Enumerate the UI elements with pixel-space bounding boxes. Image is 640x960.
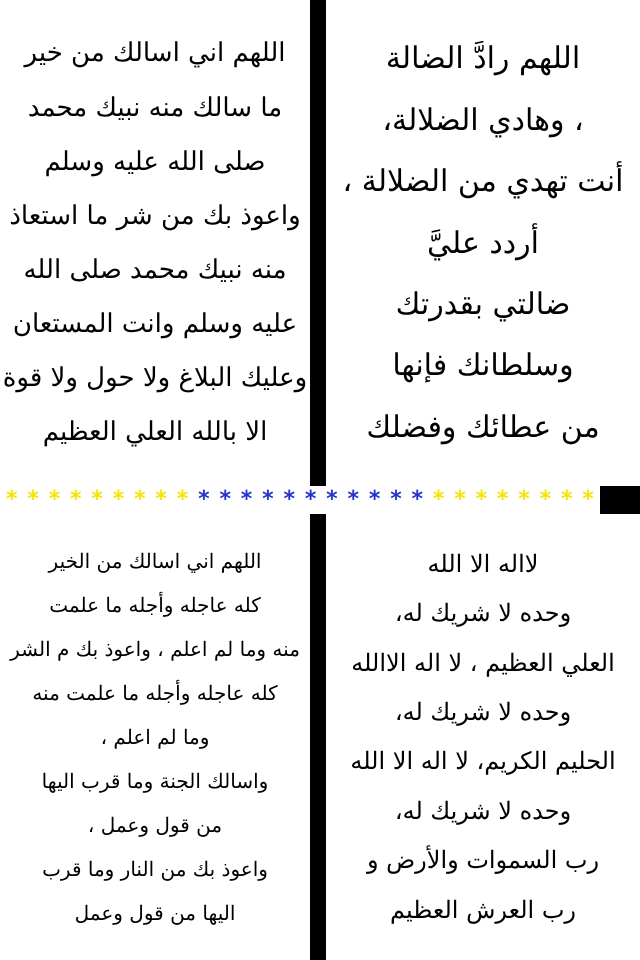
star-row	[0, 486, 600, 514]
star-divider	[0, 486, 640, 514]
text-line: ضالتي بقدرتك	[395, 286, 571, 322]
star-icon: *	[518, 487, 530, 512]
text-line: رب العرش العظيم	[390, 895, 576, 924]
text-line: اللهم اني اسالك من خير	[24, 38, 286, 69]
text-line: أردد عليَّ	[427, 225, 539, 261]
text-line: اليها من قول وعمل	[74, 901, 236, 925]
text-line: أنت تهدي من الضلالة ،	[342, 164, 624, 200]
star-icon: *	[176, 487, 189, 512]
panel-bottom-right	[326, 514, 640, 960]
star-icon: *	[475, 487, 488, 512]
text-line: وحده لا شريك له،	[394, 698, 572, 727]
text-line: العلي العظيم ، لا اله الاالله	[351, 648, 615, 677]
text-line: اللهم اني اسالك من الخير	[48, 549, 262, 573]
star-icon: *	[48, 487, 61, 512]
star-icon: *	[411, 487, 424, 512]
star-icon: *	[27, 487, 39, 512]
star-icon: *	[347, 487, 360, 512]
text-line: عليه وسلم وانت المستعان	[12, 308, 298, 339]
text-line: وعليك البلاغ ولا حول ولا قوة	[2, 362, 308, 393]
text-line: من قول وعمل ،	[87, 813, 223, 837]
text-line: رب السموات والأرض و	[366, 846, 600, 875]
star-icon: *	[6, 487, 18, 512]
text-line: ، وهادي الضلالة،	[382, 102, 584, 138]
star-icon: *	[326, 487, 338, 512]
star-icon: *	[304, 487, 317, 512]
text-line: كله عاجله وأجله ما علمت منه	[32, 681, 278, 705]
star-icon: *	[240, 487, 253, 512]
star-icon: *	[134, 487, 146, 512]
star-icon: *	[198, 487, 210, 512]
star-icon: *	[70, 487, 82, 512]
text-line: من عطائك وفضلك	[366, 409, 600, 445]
panel-top-right	[326, 0, 640, 486]
star-icon: *	[454, 487, 466, 512]
star-icon: *	[496, 487, 509, 512]
star-icon: *	[560, 487, 573, 512]
star-icon: *	[219, 487, 231, 512]
star-icon: *	[582, 487, 594, 512]
text-line: ما سالك منه نبيك محمد	[27, 92, 283, 123]
text-line: منه نبيك محمد صلى الله	[23, 254, 287, 285]
star-icon: *	[432, 487, 445, 512]
star-icon: *	[368, 487, 381, 512]
text-line: وحده لا شريك له،	[394, 796, 572, 825]
text-line: واعوذ بك من شر ما استعاذ	[9, 200, 301, 231]
text-line: وما لم اعلم ،	[100, 725, 210, 749]
text-line: وحده لا شريك له،	[394, 599, 572, 628]
text-line: واسالك الجنة وما قرب اليها	[41, 769, 269, 793]
text-line: الا بالله العلي العظيم	[42, 416, 268, 447]
star-icon: *	[262, 487, 274, 512]
star-icon: *	[390, 487, 402, 512]
text-line: وسلطانك فإنها	[392, 348, 574, 384]
text-line: صلى الله عليه وسلم	[44, 146, 266, 177]
text-line: واعوذ بك من النار وما قرب	[42, 857, 268, 881]
text-line: منه وما لم اعلم ، واعوذ بك م الشر	[10, 637, 300, 661]
text-line: كله عاجله وأجله ما علمت	[49, 593, 261, 617]
text-line: اللهم رادَّ الضالة	[385, 41, 581, 77]
star-icon: *	[155, 487, 167, 512]
star-icon: *	[112, 487, 125, 512]
star-icon: *	[91, 487, 103, 512]
text-line: الحليم الكريم، لا اله الا الله	[350, 747, 616, 776]
panel-bottom-left	[0, 514, 310, 960]
star-icon: *	[539, 487, 552, 512]
star-icon: *	[283, 487, 295, 512]
text-line: لااله الا الله	[427, 549, 539, 578]
panel-top-left	[0, 0, 310, 486]
